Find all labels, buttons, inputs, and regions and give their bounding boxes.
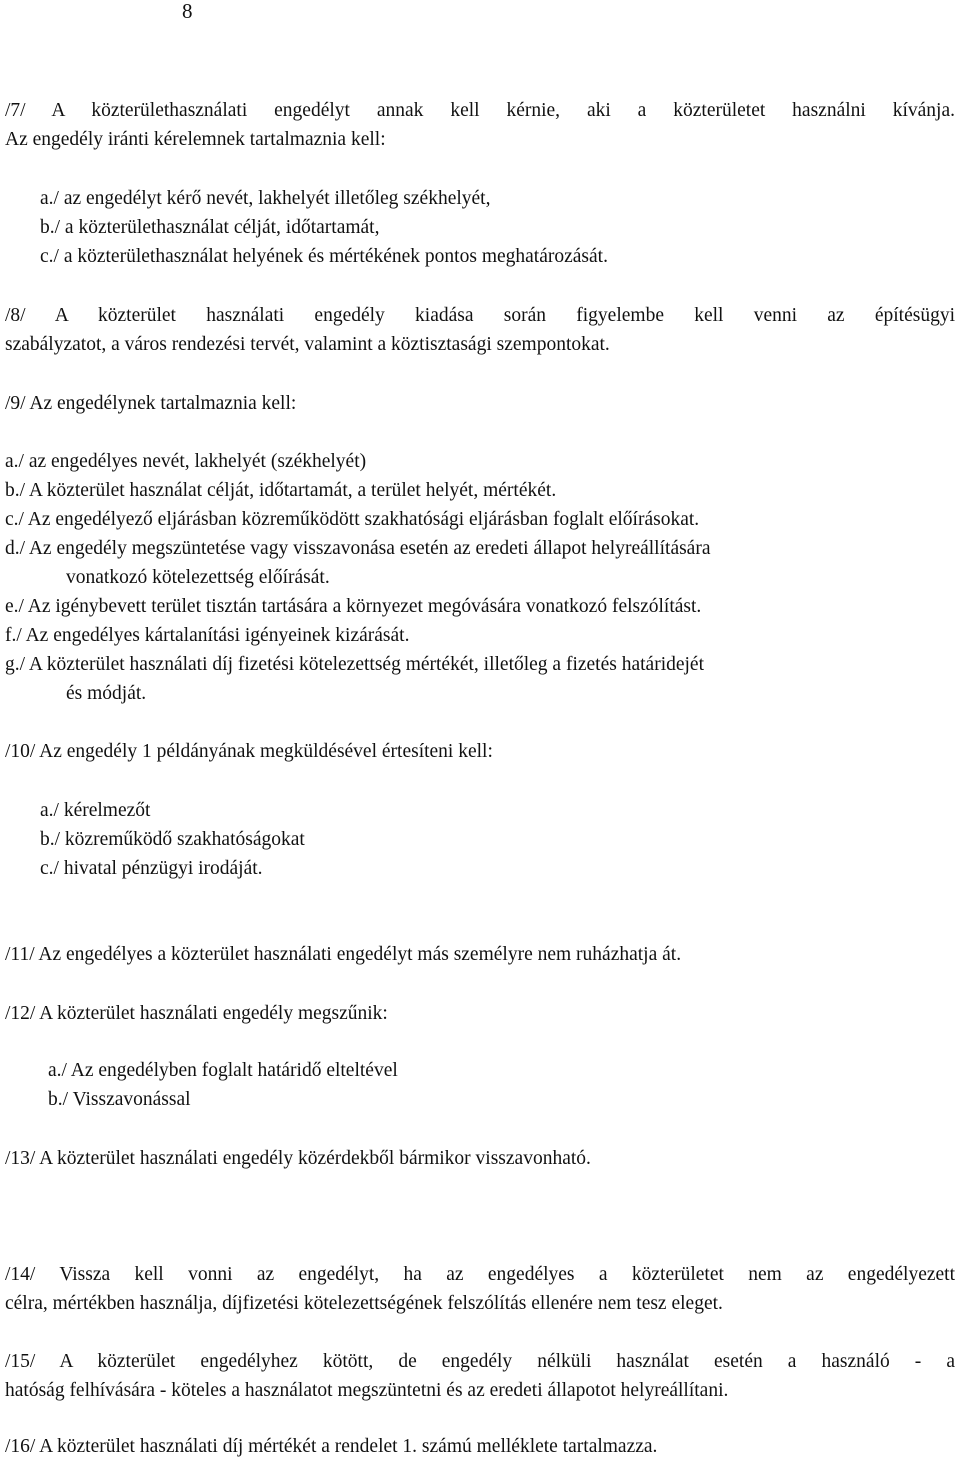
paragraph-7-line-1: /7/ A közterülethasználati engedélyt annak kell kérnie, aki a közterületet használni kívánja.: [5, 100, 955, 121]
paragraph-9-heading: /9/ Az engedélynek tartalmaznia kell:: [5, 393, 297, 414]
paragraph-9-item-d-cont: vonatkozó kötelezettség előírását.: [66, 567, 330, 588]
paragraph-9-item-c: c./ Az engedélyező eljárásban közreműködött szakhatósági eljárásban foglalt előírásokat.: [5, 509, 700, 530]
paragraph-9-item-d: d./ Az engedély megszüntetése vagy visszavonása esetén az eredeti állapot helyreállítására: [5, 538, 711, 559]
page-number: 8: [182, 0, 193, 23]
paragraph-10-heading: /10/ Az engedély 1 példányának megküldésével értesíteni kell:: [5, 741, 493, 762]
paragraph-10-item-c: c./ hivatal pénzügyi irodáját.: [40, 858, 263, 879]
paragraph-8-line-2: szabályzatot, a város rendezési tervét, valamint a köztisztasági szempontokat.: [5, 334, 610, 355]
paragraph-13: /13/ A közterület használati engedély közérdekből bármikor visszavonható.: [5, 1148, 591, 1169]
paragraph-9-item-f: f./ Az engedélyes kártalanítási igényeinek kizárását.: [5, 625, 410, 646]
paragraph-14-line-1: /14/ Vissza kell vonni az engedélyt, ha az engedélyes a közterületet nem az engedélyezett: [5, 1264, 955, 1285]
paragraph-9-item-a: a./ az engedélyes nevét, lakhelyét (székhelyét): [5, 451, 367, 472]
paragraph-10-item-b: b./ közreműködő szakhatóságokat: [40, 829, 305, 850]
paragraph-12-item-b: b./ Visszavonással: [48, 1089, 191, 1110]
paragraph-12-heading: /12/ A közterület használati engedély megszűnik:: [5, 1003, 388, 1024]
paragraph-7-line-2: Az engedély iránti kérelemnek tartalmaznia kell:: [5, 129, 386, 150]
paragraph-11: /11/ Az engedélyes a közterület használati engedélyt más személyre nem ruházhatja át.: [5, 944, 682, 965]
paragraph-7-item-c: c./ a közterülethasználat helyének és mértékének pontos meghatározását.: [40, 246, 608, 267]
paragraph-9-item-b: b./ A közterület használat célját, időtartamát, a terület helyét, mértékét.: [5, 480, 557, 501]
paragraph-15-line-2: hatóság felhívására - köteles a használatot megszüntetni és az eredeti állapotot helyreállítani.: [5, 1380, 729, 1401]
paragraph-14-line-2: célra, mértékben használja, díjfizetési kötelezettségének felszólítás ellenére nem tesz eleget.: [5, 1293, 723, 1314]
paragraph-7-item-a: a./ az engedélyt kérő nevét, lakhelyét illetőleg székhelyét,: [40, 188, 491, 209]
paragraph-9-item-e: e./ Az igénybevett terület tisztán tartására a környezet megóvására vonatkozó felszólítást.: [5, 596, 702, 617]
paragraph-9-item-g-cont: és módját.: [66, 683, 147, 704]
paragraph-16: /16/ A közterület használati díj mértékét a rendelet 1. számú melléklete tartalmazza.: [5, 1436, 658, 1457]
paragraph-12-item-a: a./ Az engedélyben foglalt határidő elteltével: [48, 1060, 398, 1081]
paragraph-15-line-1: /15/ A közterület engedélyhez kötött, de engedély nélküli használat esetén a használó - a: [5, 1351, 955, 1372]
paragraph-7-item-b: b./ a közterülethasználat célját, időtartamát,: [40, 217, 380, 238]
paragraph-9-item-g: g./ A közterület használati díj fizetési kötelezettség mértékét, illetőleg a fizetés határidejét: [5, 654, 705, 675]
paragraph-8-line-1: /8/ A közterület használati engedély kiadása során figyelembe kell venni az építésügyi: [5, 305, 955, 326]
paragraph-10-item-a: a./ kérelmezőt: [40, 800, 151, 821]
